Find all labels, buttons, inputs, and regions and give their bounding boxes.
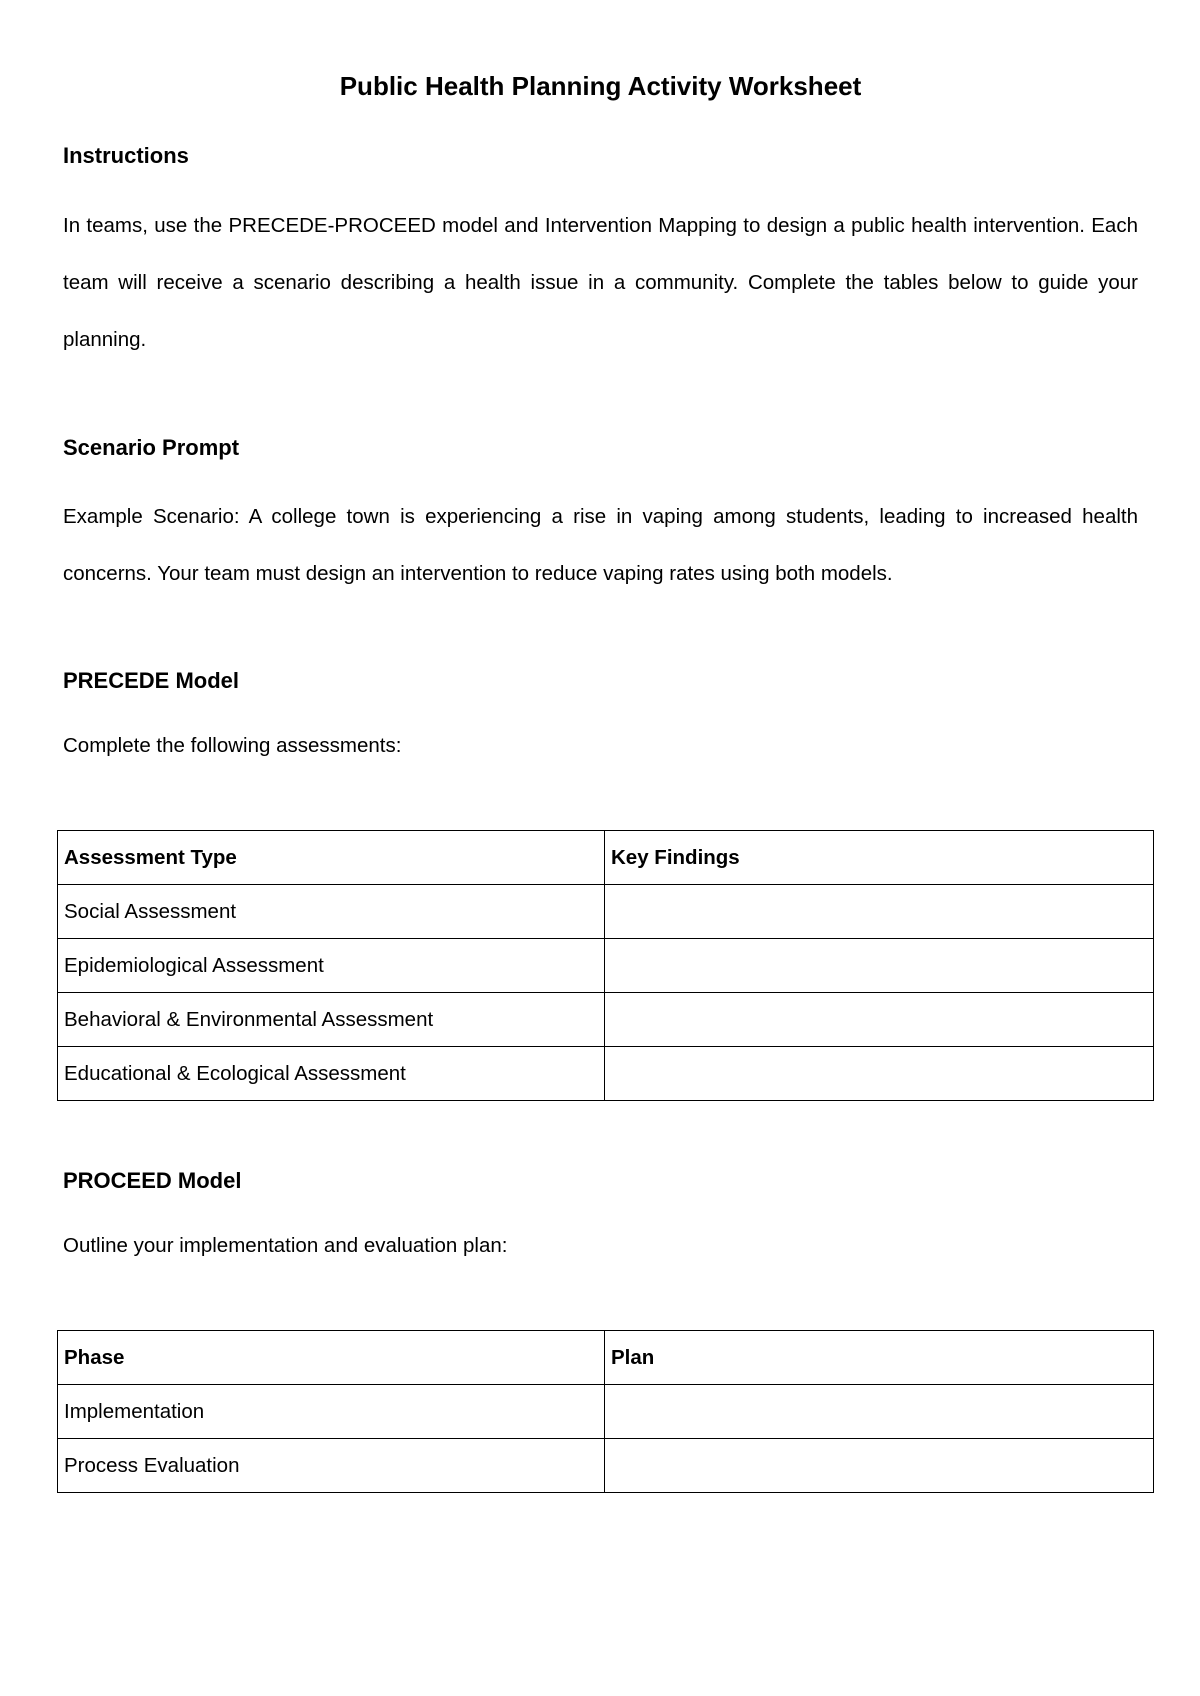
table-header-row [58,831,1154,885]
precede-assessment-table [57,830,1154,1101]
plan-cell[interactable] [605,1385,1154,1439]
assessment-type-cell: Social Assessment [58,885,605,939]
assessment-type-cell: Epidemiological Assessment [58,939,605,993]
precede-heading: PRECEDE Model [63,668,240,693]
proceed-heading: PROCEED Model [63,1168,242,1193]
key-findings-cell[interactable] [605,993,1154,1047]
plan-cell[interactable] [605,1439,1154,1493]
column-header-plan: Plan [605,1331,1154,1385]
phase-cell: Process Evaluation [58,1439,605,1493]
proceed-prompt: Outline your implementation and evaluation plan: [63,1234,508,1257]
column-header-key-findings: Key Findings [605,831,1154,885]
scenario-heading: Scenario Prompt [63,435,240,460]
proceed-plan-table [57,1330,1154,1493]
table-header-row [58,1331,1154,1385]
table-row [58,885,1154,939]
assessment-type-cell: Educational & Ecological Assessment [58,1047,605,1101]
table-row [58,993,1154,1047]
key-findings-cell[interactable] [605,1047,1154,1101]
table-row [58,1047,1154,1101]
phase-cell: Implementation [58,1385,605,1439]
instructions-heading: Instructions [63,143,189,168]
scenario-text: Example Scenario: A college town is experiencing a rise in vaping among students, leading to increased health concerns. Your team must design an intervention to reduce vaping rates using both models. [63,505,1138,585]
key-findings-cell[interactable] [605,885,1154,939]
column-header-assessment-type: Assessment Type [58,831,605,885]
table-row [58,1385,1154,1439]
table-row [58,939,1154,993]
assessment-type-cell: Behavioral & Environmental Assessment [58,993,605,1047]
page-title: Public Health Planning Activity Worksheet [339,71,862,101]
table-row [58,1439,1154,1493]
column-header-phase: Phase [58,1331,605,1385]
key-findings-cell[interactable] [605,939,1154,993]
precede-prompt: Complete the following assessments: [63,734,402,757]
instructions-text: In teams, use the PRECEDE-PROCEED model and Intervention Mapping to design a public health intervention. Each team will receive a scenario describing a health issue in a community. Complete the tables below to guide your planning. [63,214,1138,351]
